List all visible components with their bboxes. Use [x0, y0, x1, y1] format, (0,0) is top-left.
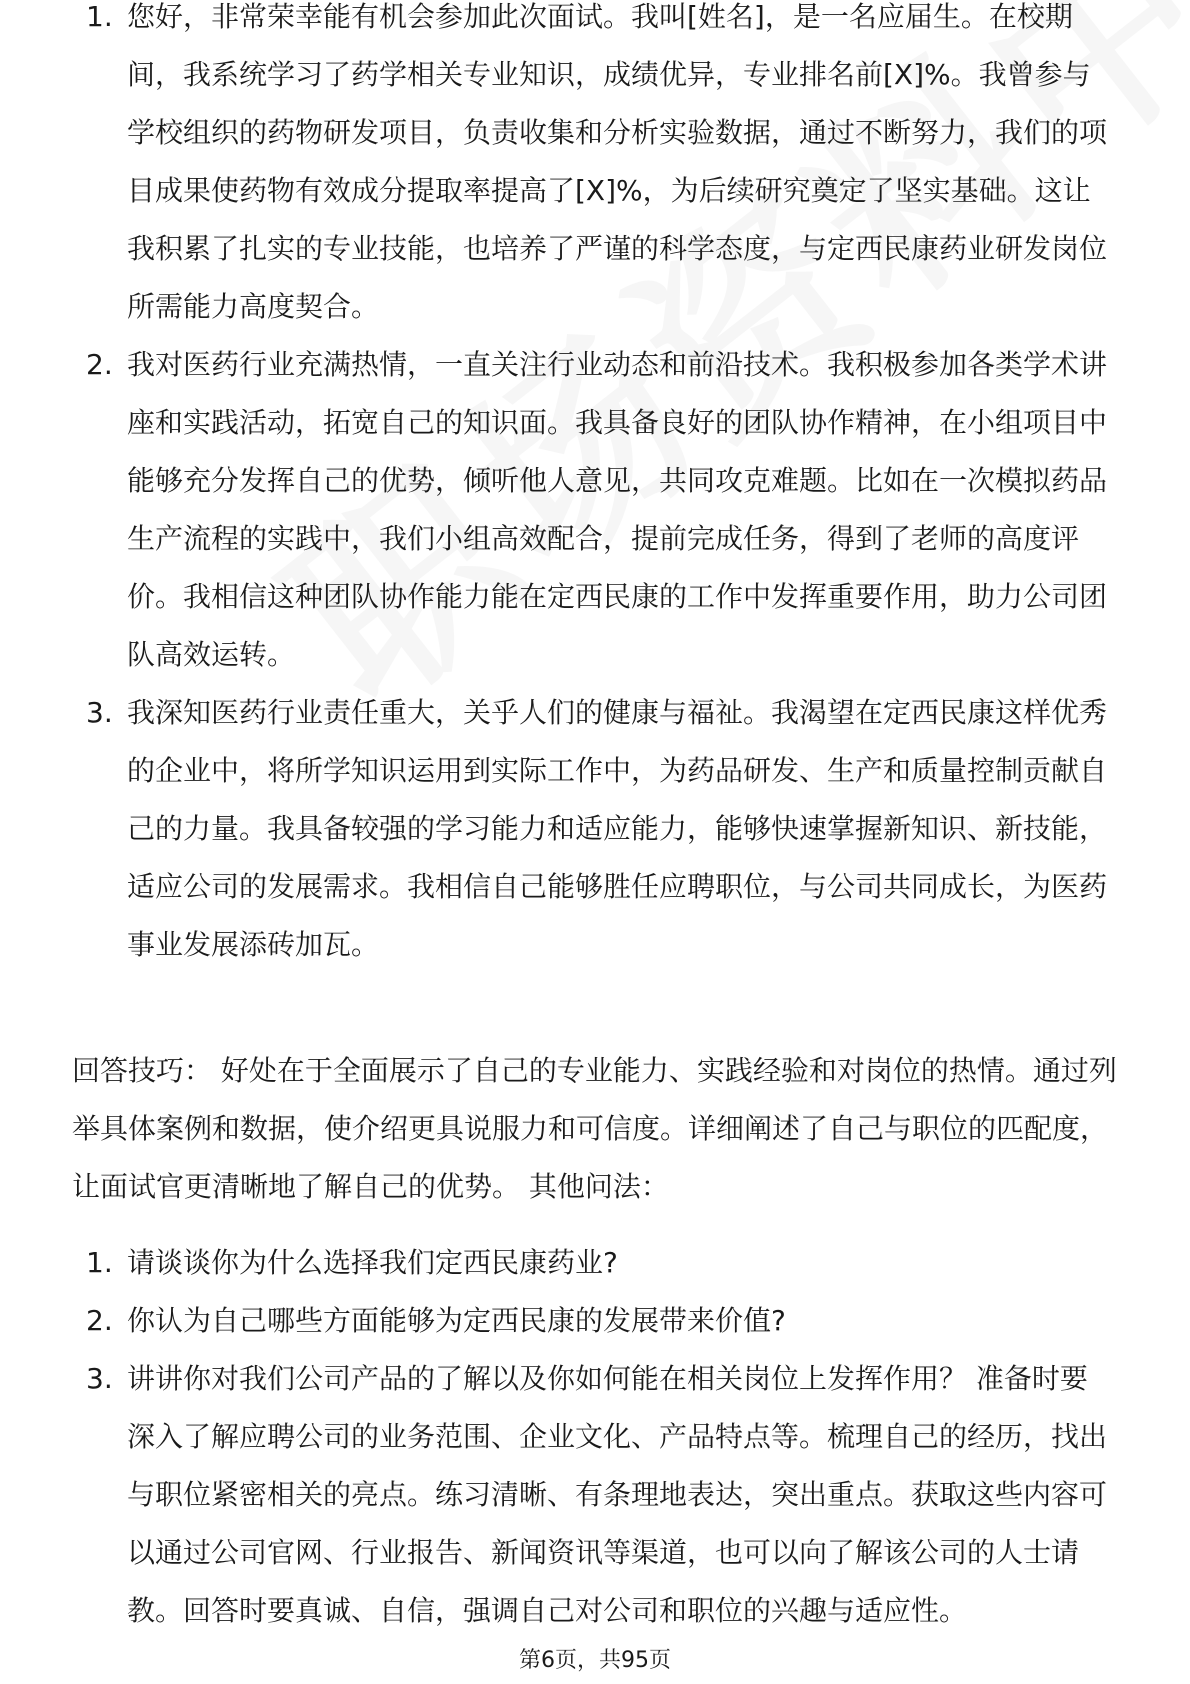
- list-number: 3.: [86, 1362, 113, 1395]
- page-number: 第6页，共95页: [519, 1648, 671, 1673]
- question-item-2: [0, 1292, 1115, 1350]
- question-text: 你认为自己哪些方面能够为定西民康的发展带来价值?: [127, 1304, 786, 1337]
- list-number: 1.: [86, 0, 113, 33]
- list-number: 2.: [86, 1304, 113, 1337]
- list-number: 3.: [86, 696, 113, 729]
- answer-text: 我深知医药行业责任重大，关乎人们的健康与福祉。我渴望在定西民康这样优秀的企业中，将所学知识运用到实际工作中，为药品研发、生产和质量控制贡献自己的力量。我具备较强的学习能力和适应能力，能够快速掌握新知识、新技能，适应公司的发展需求。我相信自己能够胜任应聘职位，与公司共同成长，为医药事业发展添砖加瓦。: [127, 696, 1108, 961]
- question-item-1: [0, 1234, 1115, 1292]
- alternative-questions-list: [0, 1234, 1115, 1640]
- answer-tips-paragraph: 回答技巧： 好处在于全面展示了自己的专业能力、实践经验和对岗位的热情。通过列举具体案例和数据，使介绍更具说服力和可信度。详细阐述了自己与职位的匹配度，让面试官更清晰地了解自己的优势。 其他问法：: [72, 1054, 1117, 1203]
- list-number: 2.: [86, 348, 113, 381]
- answer-item-1: [0, 0, 1115, 336]
- question-text: 请谈谈你为什么选择我们定西民康药业?: [127, 1246, 618, 1279]
- question-text: 讲讲你对我们公司产品的了解以及你如何能在相关岗位上发挥作用？ 准备时要深入了解应聘公司的业务范围、企业文化、产品特点等。梳理自己的经历，找出与职位紧密相关的亮点。练习清晰、有条理地表达，突出重点。获取这些内容可以通过公司官网、行业报告、新闻资讯等渠道，也可以向了解该公司的人士请教。回答时要真诚、自信，强调自己对公司和职位的兴趣与适应性。: [127, 1362, 1108, 1627]
- answer-item-2: [0, 336, 1115, 684]
- answer-text: 我对医药行业充满热情，一直关注行业动态和前沿技术。我积极参加各类学术讲座和实践活动，拓宽自己的知识面。我具备良好的团队协作精神，在小组项目中能够充分发挥自己的优势，倾听他人意见，共同攻克难题。比如在一次模拟药品生产流程的实践中，我们小组高效配合，提前完成任务，得到了老师的高度评价。我相信这种团队协作能力能在定西民康的工作中发挥重要作用，助力公司团队高效运转。: [127, 348, 1108, 671]
- list-number: 1.: [86, 1246, 113, 1279]
- answer-item-3: [0, 684, 1115, 974]
- question-item-3: [0, 1350, 1115, 1640]
- answer-text: 您好，非常荣幸能有机会参加此次面试。我叫[姓名]，是一名应届生。在校期间，我系统学习了药学相关专业知识，成绩优异，专业排名前[X]%。我曾参与学校组织的药物研发项目，负责收集和分析实验数据，通过不断努力，我们的项目成果使药物有效成分提取率提高了[X]%，为后续研究奠定了坚实基础。这让我积累了扎实的专业技能，也培养了严谨的科学态度，与定西民康药业研发岗位所需能力高度契合。: [127, 0, 1108, 323]
